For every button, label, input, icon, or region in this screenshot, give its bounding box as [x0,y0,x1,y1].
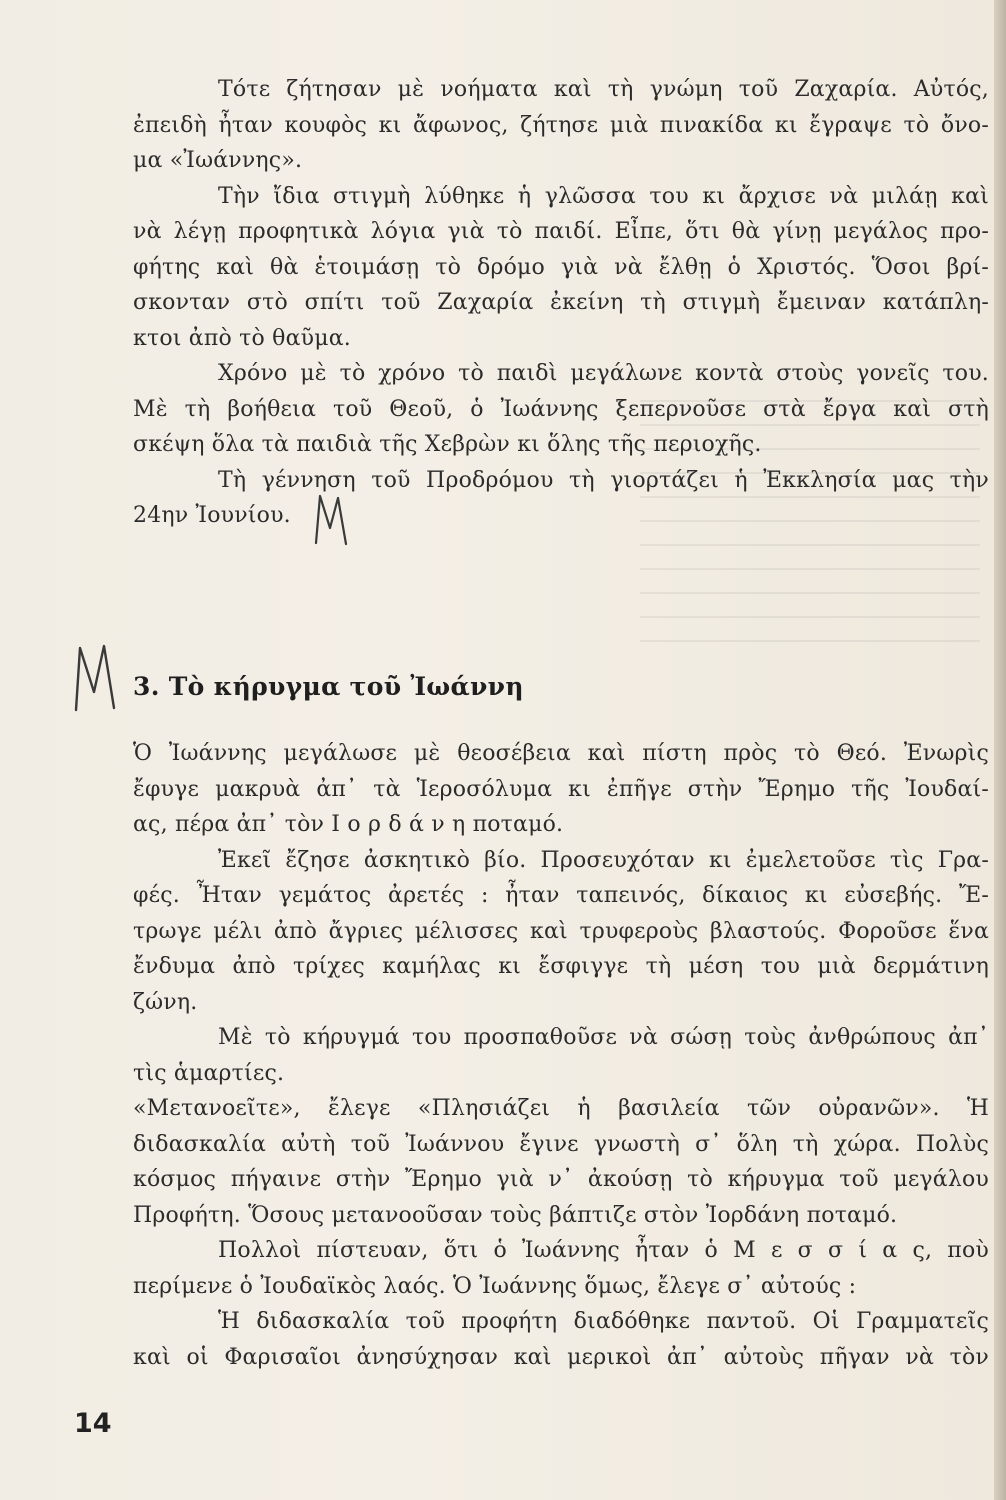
text-line: ζώνη. [133,989,198,1015]
text-line: Ὁ Ἰωάννης μεγάλωσε μὲ θεοσέβεια καὶ πίστη πρὸς τὸ Θεό. Ἐνωρὶς [133,741,989,766]
text-line: φές. Ἦταν γεμάτος ἀρετές : ἦταν ταπεινός, δίκαιος κι εὐσεβής. Ἔ- [133,883,989,908]
text-line: ας, πέρα ἀπ᾿ τὸν Ι ο ρ δ ά ν η ποταμό. [133,812,564,837]
text-line: ἔφυγε μακρυὰ ἀπ᾿ τὰ Ἱεροσόλυμα κι ἐπῆγε στὴν Ἔρημο τῆς Ἰουδαί- [133,776,989,802]
text-line: καὶ οἱ Φαρισαῖοι ἀνησύχησαν καὶ μερικοὶ ἀπ᾿ αὐτοὺς πῆγαν νὰ τὸν [133,1344,989,1370]
text-line: Τὴ γέννηση τοῦ Προδρόμου τὴ γιορτάζει ἡ Ἐκκλησία μας τὴν [218,467,989,493]
text-line: τὶς ἁμαρτίες. [133,1060,285,1086]
text-line: διδασκαλία αὐτὴ τοῦ Ἰωάννου ἔγινε γνωστὴ σ᾿ ὅλη τὴ χώρα. Πολὺς [133,1131,989,1157]
text-line: Χρόνο μὲ τὸ χρόνο τὸ παιδὶ μεγάλωνε κοντὰ στοὺς γονεῖς του. [218,361,989,386]
text-line: «Μετανοεῖτε», ἔλεγε «Πλησιάζει ἡ βασιλεία τῶν οὐρανῶν». Ἡ [133,1096,989,1121]
text-line: Πολλοὶ πίστευαν, ὅτι ὁ Ἰωάννης ἦταν ὁ Μ ε σ σ ί α ς, ποὺ [218,1238,989,1263]
text-line: Μὲ τὸ κήρυγμά του προσπαθοῦσε νὰ σώσῃ τοὺς ἀνθρώπους ἀπ᾿ [218,1025,989,1050]
text-line: κτοι ἀπὸ τὸ θαῦμα. [133,325,351,351]
text-line: Τότε ζήτησαν μὲ νοήματα καὶ τὴ γνώμη τοῦ Ζαχαρία. Αὐτός, [218,77,989,102]
handwritten-m-mark [312,488,354,548]
section-heading: 3. Τὸ κήρυγμα τοῦ Ἰωάννη [133,672,524,701]
text-line: νὰ λέγῃ προφητικὰ λόγια γιὰ τὸ παιδί. Εἶπε, ὅτι θὰ γίνῃ μεγάλος προ- [133,219,989,244]
text-line: Τὴν ἴδια στιγμὴ λύθηκε ἡ γλῶσσα του κι ἄρχισε νὰ μιλάῃ καὶ [218,183,989,209]
text-line: τρωγε μέλι ἀπὸ ἄγριες μέλισσες καὶ τρυφεροὺς βλαστούς. Φοροῦσε ἕνα [133,918,989,944]
text-line: φήτης καὶ θὰ ἑτοιμάσῃ τὸ δρόμο γιὰ νὰ ἔλθῃ ὁ Χριστός. Ὅσοι βρί- [133,254,989,280]
text-line: ἐπειδὴ ἦταν κουφὸς κι ἄφωνος, ζήτησε μιὰ πινακίδα κι ἔγραψε τὸ ὄνο- [133,112,989,138]
text-line: Μὲ τὴ βοήθεια τοῦ Θεοῦ, ὁ Ἰωάννης ξεπερνοῦσε στὰ ἔργα καὶ στὴ [133,396,989,422]
text-line: σκονταν στὸ σπίτι τοῦ Ζαχαρία ἐκείνη τὴ στιγμὴ ἔμειναν κατάπλη- [133,290,989,315]
text-line: κόσμος πήγαινε στὴν Ἔρημο γιὰ ν᾿ ἀκούσῃ τὸ κήρυγμα τοῦ μεγάλου [133,1167,989,1192]
text-block-preaching [133,736,989,1375]
text-line: ἔνδυμα ἀπὸ τρίχες καμήλας κι ἔσφιγγε τὴ μέση του μιὰ δερμάτινη [133,954,989,979]
text-line: περίμενε ὁ Ἰουδαϊκὸς λαός. Ὁ Ἰωάννης ὅμως, ἔλεγε σ᾿ αὐτούς : [133,1273,857,1299]
handwritten-m-mark [70,640,122,714]
text-line: Προφήτη. Ὅσους μετανοοῦσαν τοὺς βάπτιζε στὸν Ἰορδάνη ποταμό. [133,1202,898,1228]
text-block-birth [133,72,989,534]
text-line: 24ην Ἰουνίου. [133,503,291,528]
text-line: σκέψη ὅλα τὰ παιδιὰ τῆς Χεβρὼν κι ὅλης τῆς περιοχῆς. [133,432,762,457]
text-line: μα «Ἰωάννης». [133,148,303,173]
page-edge [994,0,1006,1500]
text-line: Ἐκεῖ ἔζησε ἀσκητικὸ βίο. Προσευχόταν κι ἐμελετοῦσε τὶς Γρα- [218,847,989,873]
page-number: 14 [74,1408,112,1439]
text-line: Ἡ διδασκαλία τοῦ προφήτη διαδόθηκε παντοῦ. Οἱ Γραμματεῖς [218,1309,989,1334]
